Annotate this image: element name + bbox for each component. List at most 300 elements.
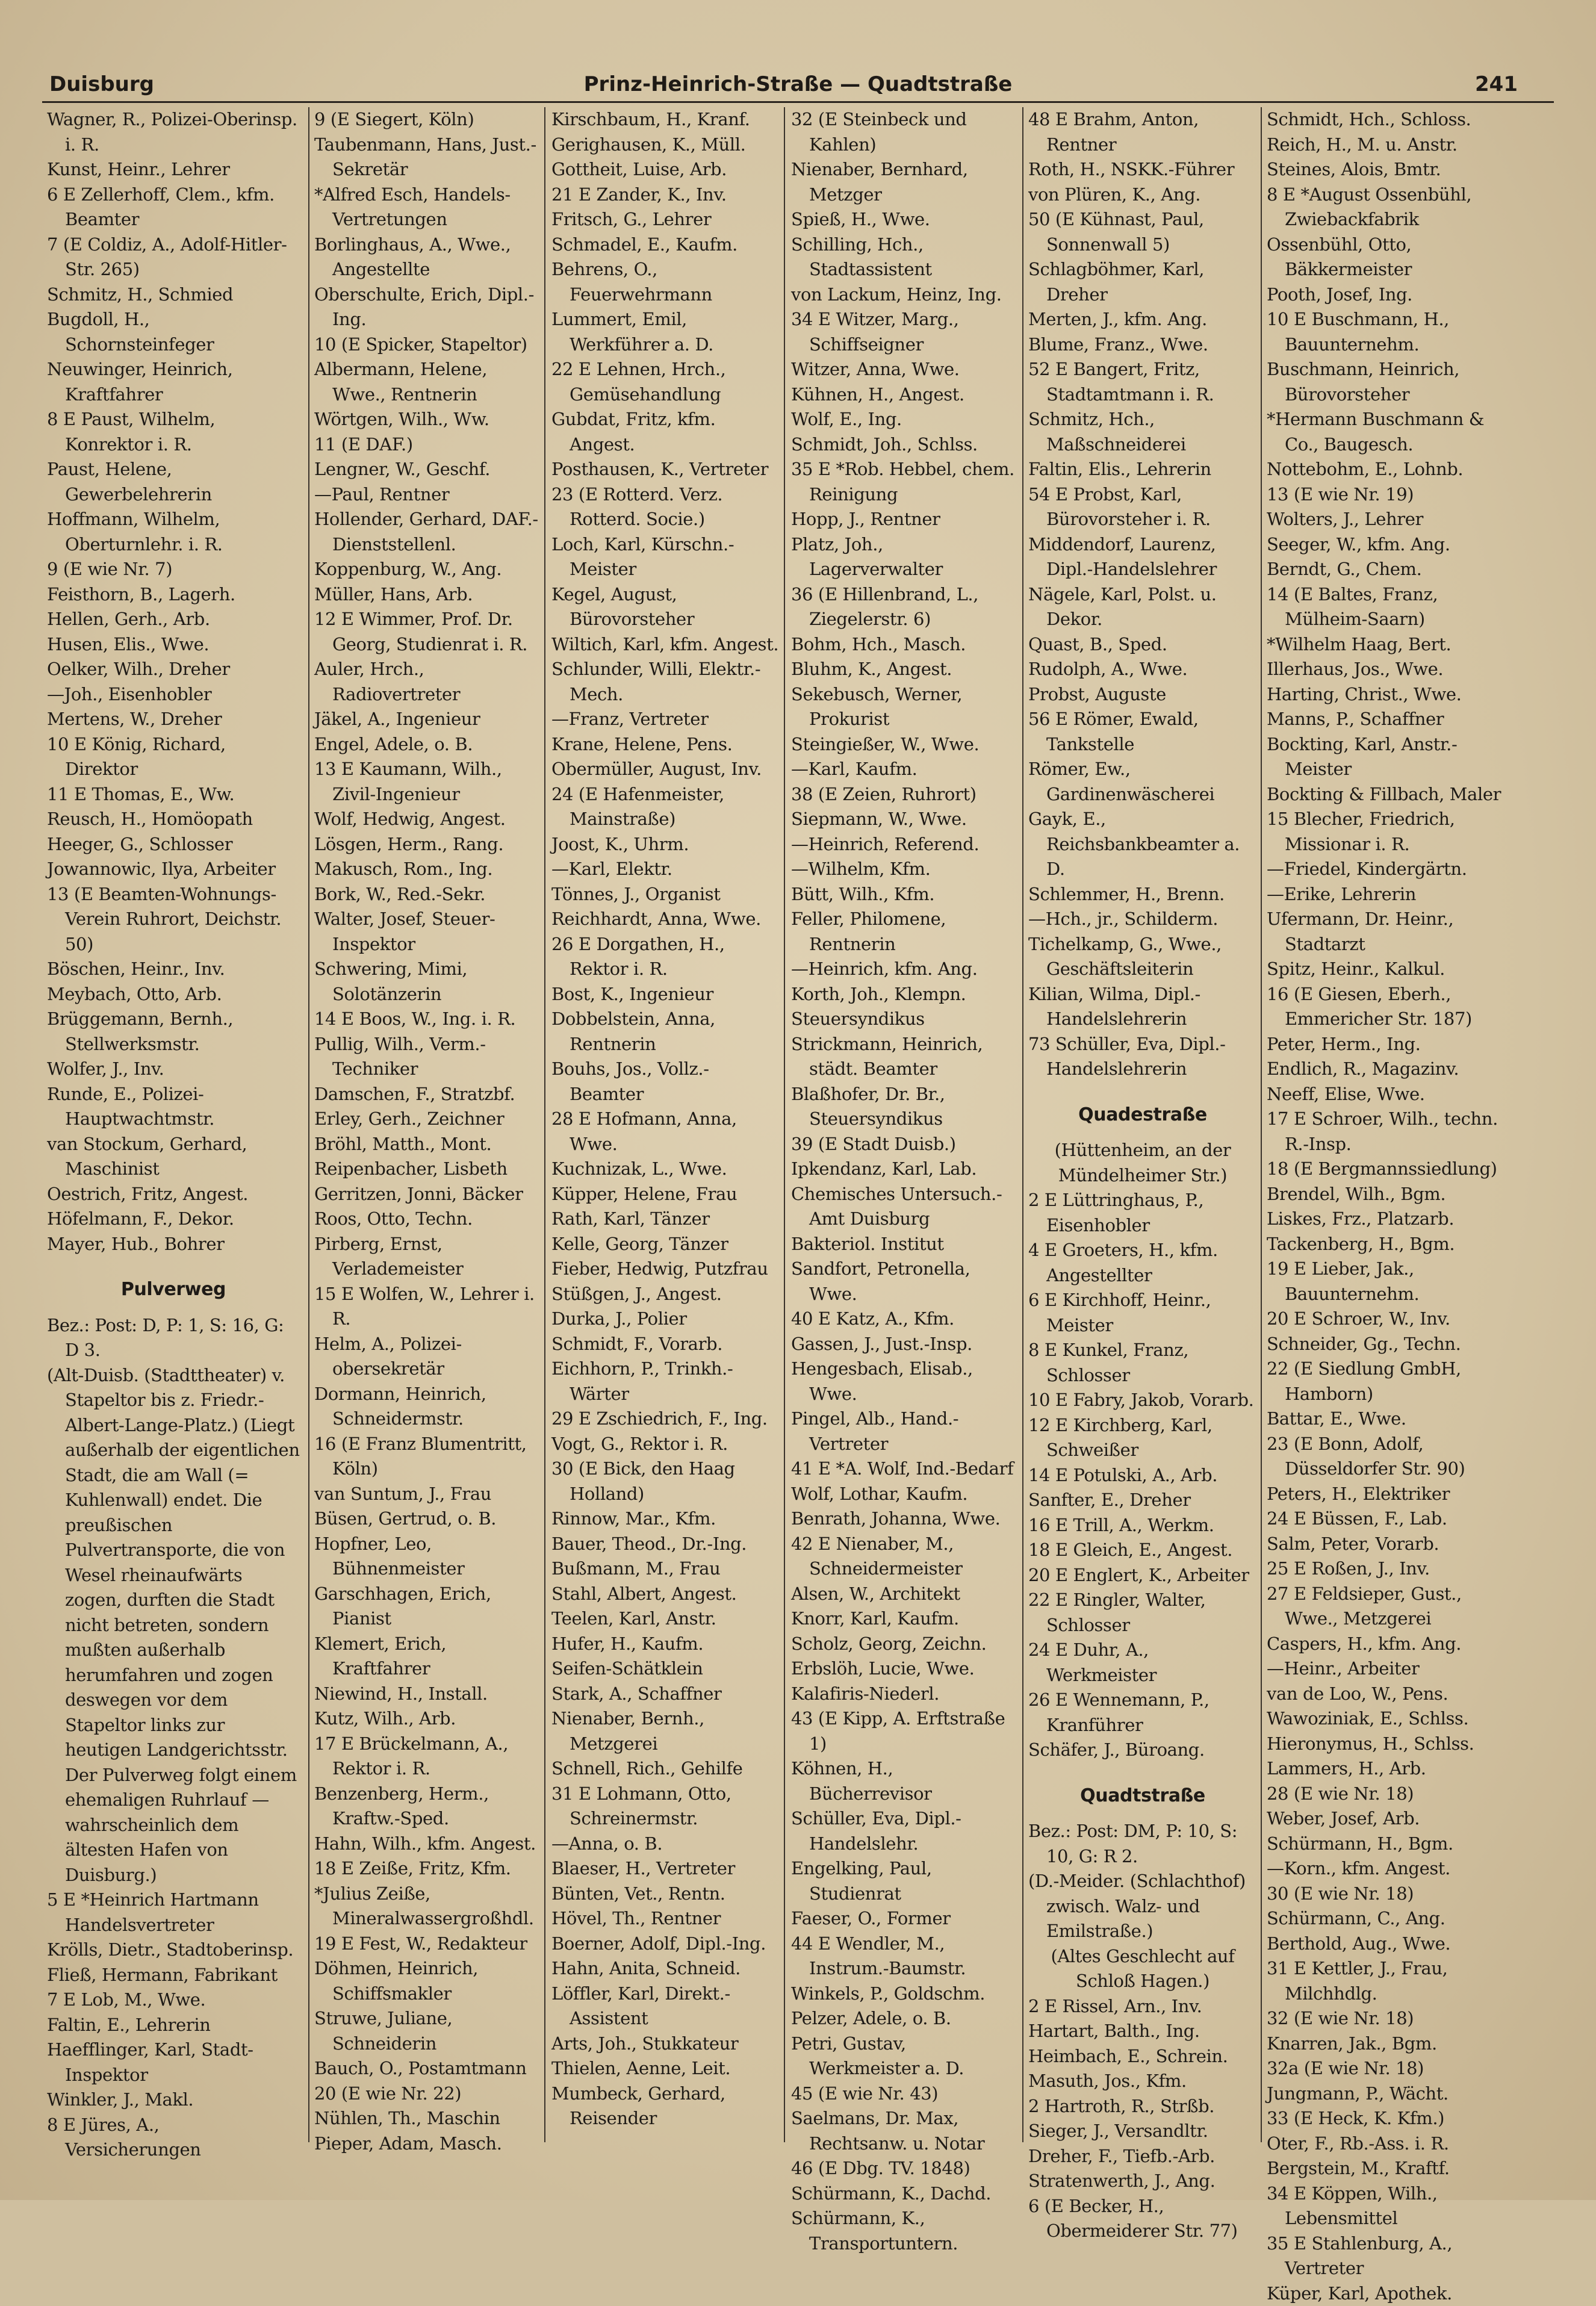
directory-entry: Teelen, Karl, Anstr. [551,1606,781,1632]
directory-entry: Hellen, Gerh., Arb. [47,607,300,632]
directory-entry: Reich, H., M. u. Anstr. [1267,132,1501,158]
directory-entry: 11 (E DAF.) [314,432,543,458]
column-divider [1022,107,1023,2142]
directory-entry: Hahn, Anita, Schneid. [551,1956,781,1981]
directory-entry: Struwe, Juliane, Schneiderin [314,2006,543,2056]
directory-entry: Schürmann, H., Bgm. [1267,1832,1501,1857]
directory-entry: 35 E *Rob. Hebbel, chem. Reinigung [791,457,1020,507]
directory-entry: —Wilhelm, Kfm. [791,857,1020,882]
directory-entry: —Korn., kfm. Angest. [1267,1856,1501,1882]
directory-entry: Küper, Karl, Apothek. [1267,2281,1501,2306]
directory-entry: Bork, W., Red.-Sekr. [314,882,543,907]
directory-entry: Steuersyndikus [791,1007,1020,1032]
directory-entry: Krane, Helene, Pens. [551,732,781,757]
column-1 [47,107,300,2178]
directory-entry: 16 (E Giesen, Eberh., Emmericher Str. 187) [1267,982,1501,1032]
street-heading: Quadestraße [1028,1102,1257,1128]
column-3 [551,107,781,2178]
directory-entry: 15 E Wolfen, W., Lehrer i. R. [314,1282,543,1332]
directory-entry: Schmitz, H., Schmied [47,282,300,308]
directory-entry: 24 (E Hafenmeister, Mainstraße) [551,782,781,832]
directory-entry: Spieß, H., Wwe. [791,207,1020,232]
directory-entry: Bez.: Post: D, P: 1, S: 16, G: D 3. [47,1313,300,1363]
directory-entry: 50 (E Kühnast, Paul, Sonnenwall 5) [1028,207,1257,257]
directory-entry: Stahl, Albert, Angest. [551,1582,781,1607]
directory-entry: Schürmann, K., Transportuntern. [791,2206,1020,2256]
directory-entry: Rudolph, A., Wwe. [1028,657,1257,682]
directory-entry: Hufer, H., Kaufm. [551,1632,781,1657]
directory-entry: Nienaber, Bernhard, Metzger [791,157,1020,207]
directory-entry: Mertens, W., Dreher [47,707,300,732]
directory-entry: Neuwinger, Heinrich, Kraftfahrer [47,357,300,407]
directory-entry: van Stockum, Gerhard, Maschinist [47,1132,300,1182]
directory-entry: Döhmen, Heinrich, Schiffsmakler [314,1956,543,2006]
directory-entry: Merten, J., kfm. Ang. [1028,307,1257,332]
directory-entry: 10 E Buschmann, H., Bauunternehm. [1267,307,1501,357]
directory-entry: Neeff, Elise, Wwe. [1267,1082,1501,1107]
directory-entry: Nühlen, Th., Maschin [314,2106,543,2131]
directory-entry: Benrath, Johanna, Wwe. [791,1506,1020,1532]
directory-entry: Bez.: Post: DM, P: 10, S: 10, G: R 2. [1028,1819,1257,1869]
directory-entry: Niewind, H., Install. [314,1682,543,1707]
directory-entry: —Anna, o. B. [551,1832,781,1857]
directory-entry: 22 (E Siedlung GmbH, Hamborn) [1267,1357,1501,1406]
directory-entry: 24 E Büssen, F., Lab. [1267,1506,1501,1532]
directory-entry: 16 E Trill, A., Werkm. [1028,1513,1257,1538]
directory-entry: Bauch, O., Postamtmann [314,2056,543,2081]
directory-entry: Strickmann, Heinrich, städt. Beamter [791,1032,1020,1082]
directory-entry: Pullig, Wilh., Verm.-Techniker [314,1032,543,1082]
directory-entry: Thielen, Aenne, Leit. [551,2056,781,2081]
directory-entry: Bauer, Theod., Dr.-Ing. [551,1532,781,1557]
directory-entry: Pooth, Josef, Ing. [1267,282,1501,308]
directory-entry: 28 (E wie Nr. 18) [1267,1782,1501,1807]
directory-entry: Schwering, Mimi, Solotänzerin [314,957,543,1007]
directory-entry: 26 E Dorgathen, H., Rektor i. R. [551,932,781,982]
directory-entry: —Erike, Lehrerin [1267,882,1501,907]
directory-entry: Wolfer, J., Inv. [47,1057,300,1082]
directory-entry: 38 (E Zeien, Ruhrort) [791,782,1020,807]
directory-entry: Seeger, W., kfm. Ang. [1267,532,1501,558]
directory-entry: Bröhl, Matth., Mont. [314,1132,543,1157]
directory-entry: Wagner, R., Polizei-Oberinsp. i. R. [47,107,300,157]
directory-entry: Bugdoll, H., Schornsteinfeger [47,307,300,357]
directory-entry: Jowannowic, Ilya, Arbeiter [47,857,300,882]
directory-entry: Damschen, F., Stratzbf. [314,1082,543,1107]
directory-entry: Schüller, Eva, Dipl.-Handelslehr. [791,1806,1020,1856]
directory-entry: Bußmann, M., Frau [551,1556,781,1582]
directory-entry: Berthold, Aug., Wwe. [1267,1932,1501,1957]
directory-entry: Battar, E., Wwe. [1267,1406,1501,1432]
directory-entry: Müller, Hans, Arb. [314,582,543,608]
directory-entry: Klemert, Erich, Kraftfahrer [314,1632,543,1682]
directory-entry: Hartart, Balth., Ing. [1028,2019,1257,2044]
street-note: (Hüttenheim, an der Mündelheimer Str.) [1028,1138,1257,1188]
directory-entry: Weber, Josef, Arb. [1267,1806,1501,1832]
directory-entry: 8 E Paust, Wilhelm, Konrektor i. R. [47,407,300,457]
directory-entry: Faeser, O., Former [791,1906,1020,1932]
directory-entry: Hollender, Gerhard, DAF.-Dienststellenl. [314,507,543,557]
directory-entry: Illerhaus, Jos., Wwe. [1267,657,1501,682]
directory-entry: 48 E Brahm, Anton, Rentner [1028,107,1257,157]
directory-entry: Brendel, Wilh., Bgm. [1267,1182,1501,1207]
directory-entry: Runde, E., Polizei-Hauptwachtmstr. [47,1082,300,1132]
directory-entry: 2 E Rissel, Arn., Inv. [1028,1994,1257,2019]
directory-entry: 22 E Lehnen, Hrch., Gemüsehandlung [551,357,781,407]
directory-entry: 30 (E Bick, den Haag Holland) [551,1456,781,1506]
directory-entry: Winkler, J., Makl. [47,2087,300,2113]
directory-entry: Lammers, H., Arb. [1267,1756,1501,1782]
directory-entry: 18 E Zeiße, Fritz, Kfm. [314,1856,543,1882]
directory-entry: Büsen, Gertrud, o. B. [314,1506,543,1532]
directory-entry: 42 E Nienaber, M., Schneidermeister [791,1532,1020,1582]
directory-entry: Blaeser, H., Vertreter [551,1856,781,1882]
street-heading: Pulverweg [47,1277,300,1302]
directory-entry: Küpper, Helene, Frau [551,1182,781,1207]
directory-entry: Lösgen, Herm., Rang. [314,832,543,857]
directory-entry: Römer, Ew., Gardinenwäscherei [1028,757,1257,807]
directory-entry: Chemisches Untersuch.-Amt Duisburg [791,1182,1020,1232]
directory-entry: —Heinrich, kfm. Ang. [791,957,1020,982]
directory-entry: Mumbeck, Gerhard, Reisender [551,2081,781,2131]
directory-entry: Rinnow, Mar., Kfm. [551,1506,781,1532]
directory-entry: Mayer, Hub., Bohrer [47,1232,300,1257]
directory-entry: 31 E Lohmann, Otto, Schreinermstr. [551,1782,781,1832]
directory-entry: Roos, Otto, Techn. [314,1207,543,1232]
directory-entry: —Heinrich, Referend. [791,832,1020,857]
directory-entry: 17 E Brückelmann, A., Rektor i. R. [314,1732,543,1782]
directory-entry: Schäfer, J., Büroang. [1028,1738,1257,1763]
directory-entry: Buschmann, Heinrich, Bürovorsteher [1267,357,1501,407]
directory-entry: Peters, H., Elektriker [1267,1482,1501,1507]
directory-entry: 41 E *A. Wolf, Ind.-Bedarf [791,1456,1020,1482]
directory-entry: Wolf, Lothar, Kaufm. [791,1482,1020,1507]
directory-entry: 2 Hartroth, R., Strßb. [1028,2094,1257,2119]
directory-entry: Hengesbach, Elisab., Wwe. [791,1357,1020,1406]
directory-entry: Wolters, J., Lehrer [1267,507,1501,532]
directory-entry: 12 E Wimmer, Prof. Dr. Georg, Studienrat i. R. [314,607,543,657]
directory-entry: Boerner, Adolf, Dipl.-Ing. [551,1932,781,1957]
directory-entry: van Suntum, J., Frau [314,1482,543,1507]
directory-entry: Lengner, W., Geschf. [314,457,543,482]
directory-entry: Schmitz, Hch., Maßschneiderei [1028,407,1257,457]
directory-entry: 39 (E Stadt Duisb.) [791,1132,1020,1157]
directory-entry: Helm, A., Polizei-obersekretär [314,1332,543,1382]
directory-entry: 13 (E Beamten-Wohnungs-Verein Ruhrort, Deichstr. 50) [47,882,300,957]
directory-entry: Kuchnizak, L., Wwe. [551,1157,781,1182]
directory-entry: Haefflinger, Karl, Stadt-Inspektor [47,2037,300,2087]
directory-entry: Peter, Herm., Ing. [1267,1032,1501,1057]
directory-entry: Gassen, J., Just.-Insp. [791,1332,1020,1357]
directory-entry: 10 (E Spicker, Stapeltor) [314,332,543,358]
directory-entry: Petri, Gustav, Werkmeister a. D. [791,2031,1020,2081]
directory-entry: 23 (E Bonn, Adolf, Düsseldorfer Str. 90) [1267,1432,1501,1482]
directory-entry: Sandfort, Petronella, Wwe. [791,1257,1020,1307]
directory-entry: Kühnen, H., Angest. [791,382,1020,408]
directory-entry: Gubdat, Fritz, kfm. Angest. [551,407,781,457]
directory-entry: Engel, Adele, o. B. [314,732,543,757]
directory-entry: Bost, K., Ingenieur [551,982,781,1007]
directory-entry: Jäkel, A., Ingenieur [314,707,543,732]
directory-entry: 43 (E Kipp, A. Erftstraße 1) [791,1706,1020,1756]
directory-entry: Kutz, Wilh., Arb. [314,1706,543,1732]
directory-entry: Reichhardt, Anna, Wwe. [551,907,781,932]
directory-entry: Kalafiris-Niederl. [791,1682,1020,1707]
directory-entry: *Alfred Esch, Handels-Vertretungen [314,182,543,232]
directory-entry: 46 (E Dbg. TV. 1848) [791,2156,1020,2181]
directory-entry: Nottebohm, E., Lohnb. [1267,457,1501,482]
directory-entry: Rath, Karl, Tänzer [551,1207,781,1232]
column-divider [784,107,785,2142]
directory-entry: Köhnen, H., Bücherrevisor [791,1756,1020,1806]
directory-entry: 28 E Hofmann, Anna, Wwe. [551,1107,781,1157]
directory-entry: 33 (E Heck, K. Kfm.) [1267,2106,1501,2131]
directory-entry: Walter, Josef, Steuer-Inspektor [314,907,543,957]
directory-entry: 56 E Römer, Ewald, Tankstelle [1028,707,1257,757]
directory-entry: Alsen, W., Architekt [791,1582,1020,1607]
directory-entry: Blume, Franz., Wwe. [1028,332,1257,358]
directory-entry: 20 E Schroer, W., Inv. [1267,1307,1501,1332]
directory-entry: Oberschulte, Erich, Dipl.-Ing. [314,282,543,332]
directory-entry: 22 E Ringler, Walter, Schlosser [1028,1588,1257,1638]
directory-entry: Höfelmann, F., Dekor. [47,1207,300,1232]
directory-entry: 54 E Probst, Karl, Bürovorsteher i. R. [1028,482,1257,532]
directory-entry: Steingießer, W., Wwe. [791,732,1020,757]
directory-entry: Gayk, E., Reichsbankbeamter a. D. [1028,807,1257,882]
directory-entry: Joost, K., Uhrm. [551,832,781,857]
directory-entry: Vogt, G., Rektor i. R. [551,1432,781,1457]
directory-entry: 27 E Feldsieper, Gust., Wwe., Metzgerei [1267,1582,1501,1632]
directory-entry: Probst, Auguste [1028,682,1257,707]
column-4 [791,107,1020,2178]
directory-entry: Hahn, Wilh., kfm. Angest. [314,1832,543,1857]
directory-entry: Bütt, Wilh., Kfm. [791,882,1020,907]
directory-entry: Pelzer, Adele, o. B. [791,2006,1020,2031]
directory-entry: Ipkendanz, Karl, Lab. [791,1157,1020,1182]
directory-entry: (Alt-Duisb. (Stadttheater) v. Stapeltor bis z. Friedr.-Albert-Lange-Platz.) (Liegt außerhalb der eigentlichen Stadt, die am Wall (= Kuhlenwall) endet. Die preußischen Pulvertransporte, die von Wesel rheinaufwärts zogen, durften die Stadt nicht betreten, sondern mußten außerhalb herumfahren und zogen deswegen vor dem Stapeltor links zur heutigen Landgerichtsstr. Der Pulverweg folgt einem ehemaligen Ruhrlauf — wahrscheinlich dem ältesten Hafen von Duisburg.) [47,1363,300,1888]
directory-entry: Reipenbacher, Lisbeth [314,1157,543,1182]
directory-entry: Faltin, Elis., Lehrerin [1028,457,1257,482]
directory-entry: 45 (E wie Nr. 43) [791,2081,1020,2107]
street-heading: Quadtstraße [1028,1783,1257,1809]
directory-entry: Ossenbühl, Otto, Bäkkermeister [1267,232,1501,282]
directory-entry: Lummert, Emil, Werkführer a. D. [551,307,781,357]
directory-entry: 7 E Lob, M., Wwe. [47,1987,300,2013]
directory-entry: Middendorf, Laurenz, Dipl.-Handelslehrer [1028,532,1257,582]
directory-entry: Wolf, Hedwig, Angest. [314,807,543,832]
directory-entry: 44 E Wendler, M., Instrum.-Baumstr. [791,1932,1020,1981]
directory-entry: Sekebusch, Werner, Prokurist [791,682,1020,732]
directory-entry: Endlich, R., Magazinv. [1267,1057,1501,1082]
directory-entry: Behrens, O., Feuerwehrmann [551,257,781,307]
directory-entry: Bockting & Fillbach, Maler [1267,782,1501,807]
directory-entry: Nienaber, Bernh., Metzgerei [551,1706,781,1756]
directory-entry: *Julius Zeiße, Mineralwassergroßhdl. [314,1882,543,1932]
directory-entry: 15 Blecher, Friedrich, Missionar i. R. [1267,807,1501,857]
directory-entry: 10 E Fabry, Jakob, Vorarb. [1028,1388,1257,1413]
directory-entry: 16 (E Franz Blumentritt, Köln) [314,1432,543,1482]
directory-entry: 23 (E Rotterd. Verz. Rotterd. Socie.) [551,482,781,532]
directory-entry: Stratenwerth, J., Ang. [1028,2169,1257,2194]
directory-entry: *Hermann Buschmann & Co., Baugesch. [1267,407,1501,457]
directory-entry: Stüßgen, J., Angest. [551,1282,781,1307]
directory-entry: Steines, Alois, Bmtr. [1267,157,1501,182]
directory-entry: Scholz, Georg, Zeichn. [791,1632,1020,1657]
directory-entry: Quast, B., Sped. [1028,632,1257,657]
directory-entry: Eichhorn, P., Trinkh.-Wärter [551,1357,781,1406]
directory-entry: 32a (E wie Nr. 18) [1267,2056,1501,2081]
directory-entry: Fieber, Hedwig, Putzfrau [551,1257,781,1282]
directory-entry: 36 (E Hillenbrand, L., Ziegelerstr. 6) [791,582,1020,632]
directory-entry: Dormann, Heinrich, Schneidermstr. [314,1382,543,1432]
directory-entry: Schürmann, K., Dachd. [791,2181,1020,2207]
directory-entry: —Karl, Elektr. [551,857,781,882]
directory-entry: Wolf, E., Ing. [791,407,1020,432]
directory-entry: 24 E Duhr, A., Werkmeister [1028,1638,1257,1688]
directory-entry: Bluhm, K., Angest. [791,657,1020,682]
directory-entry: Taubenmann, Hans, Just.-Sekretär [314,132,543,182]
directory-entry: Schürmann, C., Ang. [1267,1906,1501,1932]
directory-entry: Manns, P., Schaffner [1267,707,1501,732]
directory-entry: van de Loo, W., Pens. [1267,1682,1501,1707]
directory-entry: 7 (E Coldiz, A., Adolf-Hitler-Str. 265) [47,232,300,282]
directory-entry: Stark, A., Schaffner [551,1682,781,1707]
directory-entry: Caspers, H., kfm. Ang. [1267,1632,1501,1657]
column-5 [1028,107,1257,2178]
directory-entry: Winkels, P., Goldschm. [791,1981,1020,2007]
directory-entry: Fließ, Hermann, Fabrikant [47,1963,300,1988]
directory-entry: Gerighausen, K., Müll. [551,132,781,158]
directory-entry: Sanfter, E., Dreher [1028,1488,1257,1513]
directory-entry: Nägele, Karl, Polst. u. Dekor. [1028,582,1257,632]
directory-entry: 12 E Kirchberg, Karl, Schweißer [1028,1413,1257,1463]
directory-entry: Masuth, Jos., Kfm. [1028,2069,1257,2094]
directory-entry: Sieger, J., Versandltr. [1028,2119,1257,2144]
directory-entry: Hieronymus, H., Schlss. [1267,1732,1501,1757]
directory-entry: 9 (E Siegert, Köln) [314,107,543,132]
directory-entry: Salm, Peter, Vorarb. [1267,1532,1501,1557]
directory-entry: 6 (E Becker, H., Obermeiderer Str. 77) [1028,2194,1257,2244]
directory-entry: Reusch, H., Homöopath [47,807,300,832]
directory-entry: Erley, Gerh., Zeichner [314,1107,543,1132]
directory-entry: 14 E Potulski, A., Arb. [1028,1463,1257,1488]
directory-entry: Oelker, Wilh., Dreher [47,657,300,682]
directory-entry: Oestrich, Fritz, Angest. [47,1182,300,1207]
directory-entry: Fritsch, G., Lehrer [551,207,781,232]
directory-entry: Kirschbaum, H., Kranf. [551,107,781,132]
directory-entry: (D.-Meider. (Schlachthof) zwisch. Walz- und Emilstraße.) [1028,1869,1257,1944]
directory-entry: Schmadel, E., Kaufm. [551,232,781,258]
directory-entry: Schmidt, Joh., Schlss. [791,432,1020,458]
directory-entry: Krölls, Dietr., Stadtoberinsp. [47,1938,300,1963]
directory-entry: Paust, Helene, Gewerbelehrerin [47,457,300,507]
directory-entry: 13 E Kaumann, Wilh., Zivil-Ingenieur [314,757,543,807]
directory-entry: Roth, H., NSKK.-Führer [1028,157,1257,182]
directory-entry: Knorr, Karl, Kaufm. [791,1606,1020,1632]
directory-entry: Siepmann, W., Wwe. [791,807,1020,832]
directory-entry: 34 E Witzer, Marg., Schiffseigner [791,307,1020,357]
directory-entry: Kilian, Wilma, Dipl.-Handelslehrerin [1028,982,1257,1032]
directory-entry: 52 E Bangert, Fritz, Stadtamtmann i. R. [1028,357,1257,407]
directory-entry: Obermüller, August, Inv. [551,757,781,782]
directory-entry: 8 E *August Ossenbühl, Zwiebackfabrik [1267,182,1501,232]
directory-entry: Feisthorn, B., Lagerh. [47,582,300,608]
directory-entry: Spitz, Heinr., Kalkul. [1267,957,1501,982]
directory-entry: Pieper, Adam, Masch. [314,2131,543,2157]
directory-entry: —Franz, Vertreter [551,707,781,732]
directory-entry: Jungmann, P., Wächt. [1267,2081,1501,2107]
directory-entry: 20 (E wie Nr. 22) [314,2081,543,2107]
directory-entry: Schneider, Gg., Techn. [1267,1332,1501,1357]
directory-entry: Gerritzen, Jonni, Bäcker [314,1182,543,1207]
directory-entry: 8 E Kunkel, Franz, Schlosser [1028,1338,1257,1388]
directory-entry: Wawoziniak, E., Schlss. [1267,1706,1501,1732]
directory-entry: Korth, Joh., Klempn. [791,982,1020,1007]
directory-entry: Koppenburg, W., Ang. [314,557,543,582]
directory-entry: Harting, Christ., Wwe. [1267,682,1501,707]
directory-entry: Tönnes, J., Organist [551,882,781,907]
directory-entry: 30 (E wie Nr. 18) [1267,1882,1501,1907]
directory-entry: 17 E Schroer, Wilh., techn. R.-Insp. [1267,1107,1501,1157]
column-6 [1267,107,1501,2178]
directory-entry: Auler, Hrch., Radiovertreter [314,657,543,707]
directory-entry: 6 E Kirchhoff, Heinr., Meister [1028,1288,1257,1338]
directory-entry: 5 E *Heinrich Hartmann Handelsvertreter [47,1888,300,1938]
directory-entry: Durka, J., Polier [551,1307,781,1332]
directory-entry: Garschhagen, Erich, Pianist [314,1582,543,1632]
directory-entry: von Plüren, K., Ang. [1028,182,1257,208]
directory-entry: —Heinr., Arbeiter [1267,1656,1501,1682]
directory-entry: 29 E Zschiedrich, F., Ing. [551,1406,781,1432]
directory-entry: Heeger, G., Schlosser [47,832,300,857]
directory-entry: Borlinghaus, A., Wwe., Angestellte [314,232,543,282]
directory-entry: Schmidt, Hch., Schloss. [1267,107,1501,132]
directory-entry: Arts, Joh., Stukkateur [551,2031,781,2057]
column-divider [308,107,309,2142]
directory-entry: 4 E Groeters, H., kfm. Angestellter [1028,1238,1257,1288]
column-2 [314,107,543,2178]
directory-entry: Schilling, Hch., Stadtassistent [791,232,1020,282]
directory-entry: 31 E Kettler, J., Frau, Milchhdlg. [1267,1956,1501,2006]
directory-entry: Schlagböhmer, Karl, Dreher [1028,257,1257,307]
directory-entry: Schlunder, Willi, Elektr.-Mech. [551,657,781,707]
directory-entry: 13 (E wie Nr. 19) [1267,482,1501,508]
directory-entry: Feller, Philomene, Rentnerin [791,907,1020,957]
directory-entry: Schlemmer, H., Brenn. [1028,882,1257,907]
directory-entry: Bockting, Karl, Anstr.-Meister [1267,732,1501,782]
directory-entry: Seifen-Schätklein [551,1656,781,1682]
directory-entry: Ufermann, Dr. Heinr., Stadtarzt [1267,907,1501,957]
directory-entry: 18 E Gleich, E., Angest. [1028,1538,1257,1563]
directory-entry: 19 E Fest, W., Redakteur [314,1932,543,1957]
directory-entry: —Hch., jr., Schilderm. [1028,907,1257,932]
directory-entry: Blaßhofer, Dr. Br., Steuersyndikus [791,1082,1020,1132]
directory-entry: 6 E Zellerhoff, Clem., kfm. Beamter [47,182,300,232]
directory-entry: Dobbelstein, Anna, Rentnerin [551,1007,781,1057]
directory-entry: 32 (E wie Nr. 18) [1267,2006,1501,2031]
page-header [42,67,1554,101]
directory-entry: 26 E Wennemann, P., Kranführer [1028,1688,1257,1738]
directory-entry: Wörtgen, Wilh., Ww. [314,407,543,432]
directory-entry: Pirberg, Ernst, Verlademeister [314,1232,543,1282]
directory-entry: 34 E Köppen, Wilh., Lebensmittel [1267,2181,1501,2231]
directory-entry: Dreher, F., Tiefb.-Arb. [1028,2144,1257,2169]
directory-entry: —Karl, Kaufm. [791,757,1020,782]
directory-entry: Bakteriol. Institut [791,1232,1020,1257]
directory-entry: Bohm, Hch., Masch. [791,632,1020,657]
directory-entry: 10 E König, Richard, Direktor [47,732,300,782]
directory-entry: Hopfner, Leo, Bühnenmeister [314,1532,543,1582]
